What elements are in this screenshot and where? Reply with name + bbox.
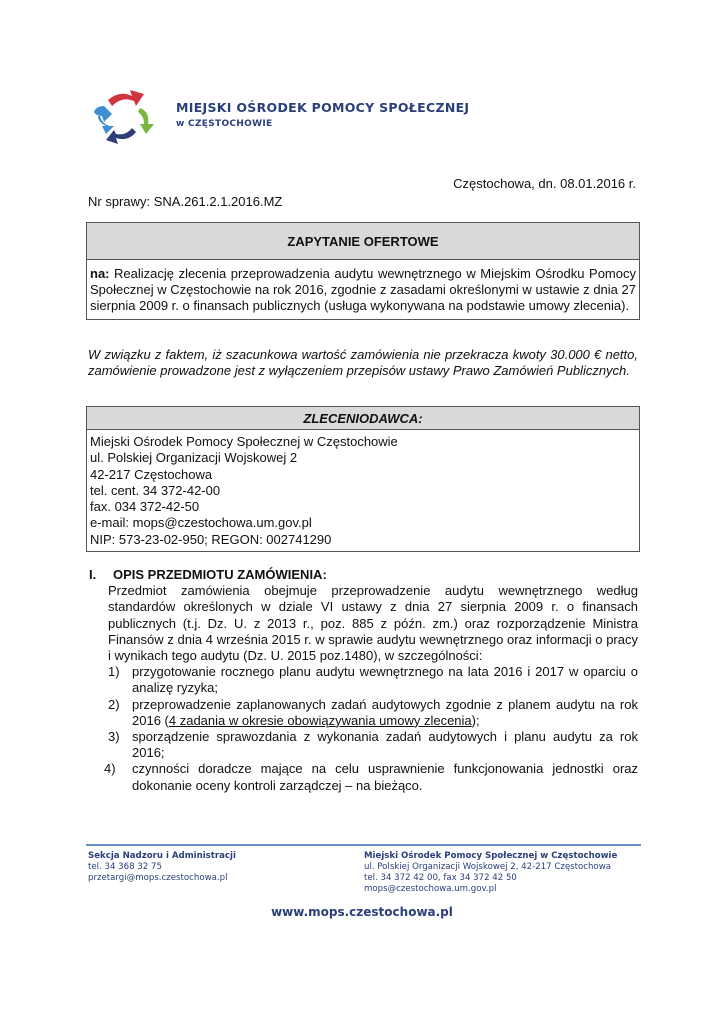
client-details [87, 430, 639, 551]
document-date: Częstochowa, dn. 08.01.2016 r. [453, 176, 636, 191]
inquiry-prefix: na: [90, 266, 110, 281]
footer-right-email[interactable]: mops@czestochowa.um.gov.pl [364, 884, 497, 894]
org-name: MIEJSKI OŚRODEK POMOCY SPOŁECZNEJ [176, 100, 470, 115]
inquiry-body [87, 260, 639, 319]
client-box [86, 406, 640, 552]
client-line: 42-217 Częstochowa [90, 466, 213, 482]
client-line: Miejski Ośrodek Pomocy Społecznej w Częstochowie [90, 434, 398, 449]
mops-logo [86, 82, 158, 154]
section-title [89, 567, 638, 583]
item-text-part: przeprowadzenie zaplanowanych zadań audytowych zgodnie z planem audytu na rok 2016 ( [132, 696, 638, 728]
item-text: przygotowanie rocznego planu audytu wewnętrznego na lata 2016 i 2017 w oparciu o analizę ryzyka; [132, 664, 638, 696]
case-number: Nr sprawy: SNA.261.2.1.2016.MZ [88, 194, 283, 209]
client-line: tel. cent. 34 372-42-00 [90, 482, 221, 498]
client-line: e-mail: mops@czestochowa.um.gov.pl [90, 515, 312, 531]
item-number: 3) [108, 729, 120, 745]
item-number: 4) [104, 761, 116, 777]
item-number: 1) [108, 664, 120, 680]
org-subtitle: w CZĘSTOCHOWIE [176, 119, 273, 129]
value-note: W związku z faktem, iż szacunkowa wartość zamówienia nie przekracza kwoty 30.000 € netto, zamówienie prowadzone jest z wyłączeniem przepisów ustawy Prawo Zamówień Publicznych. [88, 347, 638, 378]
footer-right-phone: tel. 34 372 42 00, fax 34 372 42 50 [364, 873, 517, 883]
footer-left-phone: tel. 34 368 32 75 [88, 862, 162, 872]
section-description [86, 567, 638, 794]
list-item [108, 729, 638, 761]
footer-right-title: Miejski Ośrodek Pomocy Społecznej w Częstochowie [364, 851, 618, 861]
website-link[interactable]: www.mops.czestochowa.pl [271, 905, 453, 919]
inquiry-title: ZAPYTANIE OFERTOWE [87, 223, 639, 260]
list-item [104, 761, 638, 793]
item-text: czynności doradcze mające na celu usprawnienie funkcjonowania jednostki oraz dokonanie oceny kontroli zarządczej – na bieżąco. [132, 761, 638, 793]
footer-right [364, 851, 617, 895]
footer-right-address: ul. Polskiej Organizacji Wojskowej 2, 42-217 Częstochowa [364, 862, 611, 872]
inquiry-text: Realizację zlecenia przeprowadzenia audytu wewnętrznego w Miejskim Ośrodku Pomocy Społecznej w Częstochowie na rok 2016, zgodnie z zasadami określonymi w ustawie z dnia 27 sierpnia 2009 r. o finansach publicznych (usługa wykonywana na podstawie umowy zlecenia). [90, 266, 636, 313]
footer-divider [86, 844, 641, 846]
client-line: ul. Polskiej Organizacji Wojskowej 2 [90, 450, 298, 466]
list-item [108, 697, 638, 729]
section-number: I. [89, 567, 97, 582]
list-item [108, 664, 638, 696]
task-list [86, 664, 638, 794]
item-text [132, 697, 638, 729]
item-number: 2) [108, 696, 120, 712]
section-intro: Przedmiot zamówienia obejmuje przeprowadzenie audytu wewnętrznego według standardów określonych w dziale VI ustawy z dnia 27 sierpnia 2009 r. o finansach publicznych (t.j. Dz. U. z 2013 r., poz. 885 z późn. zm.) oraz rozporządzenie Ministra Finansów z dnia 4 września 2015 r. w sprawie audytu wewnętrznego oraz informacji o pracy i wynikach tego audytu (Dz. U. 2015 poz.1480), w szczególności: [108, 583, 638, 664]
section-title-text: OPIS PRZEDMIOTU ZAMÓWIENIA: [113, 567, 327, 582]
client-line: NIP: 573-23-02-950; REGON: 002741290 [90, 531, 332, 547]
footer-left-title: Sekcja Nadzoru i Administracji [88, 851, 236, 861]
client-title: ZLECENIODAWCA: [87, 407, 639, 430]
footer-left [88, 851, 236, 884]
client-line: fax. 034 372-42-50 [90, 499, 200, 515]
footer-left-email[interactable]: przetargi@mops.czestochowa.pl [88, 873, 228, 883]
item-text-part: ); [471, 712, 480, 728]
item-underlined-text: 4 zadania w okresie obowiązywania umowy zlecenia [168, 712, 472, 728]
item-text: sporządzenie sprawozdania z wykonania zadań audytowych i planu audytu za rok 2016; [132, 729, 638, 761]
inquiry-box [86, 222, 640, 320]
